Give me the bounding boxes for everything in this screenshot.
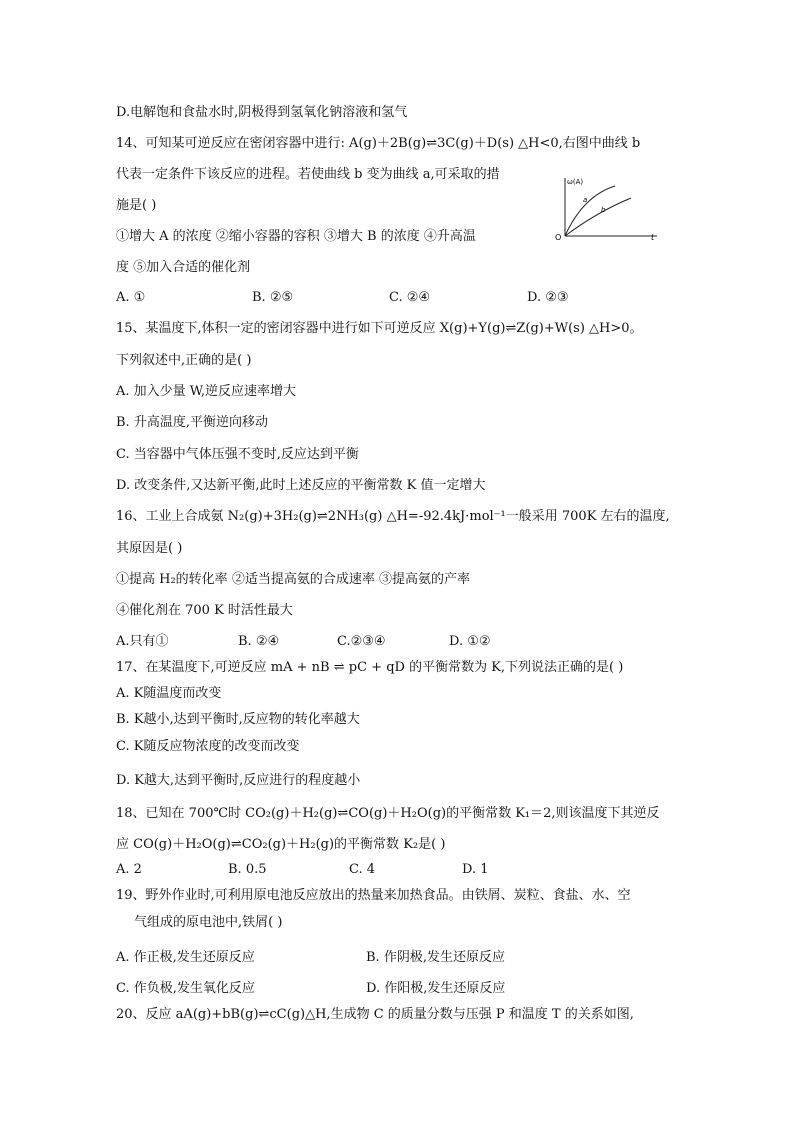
q14-option-b: B. ②⑤ — [252, 290, 294, 305]
q14-choices-2: 度 ⑤加入合适的催化剂 — [116, 260, 251, 275]
q19-stem-2: 气组成的原电池中,铁屑( ) — [134, 915, 283, 930]
q13-option-d: D.电解饱和食盐水时,阴极得到氢氧化钠溶液和氢气 — [116, 105, 408, 120]
q15-option-b: B. 升高温度,平衡逆向移动 — [116, 415, 268, 430]
q19-option-c: C. 作负极,发生氧化反应 — [116, 981, 255, 996]
q18-stem-1: 18、已知在 700℃时 CO₂(g)＋H₂(g)⇌CO(g)＋H₂O(g)的平衡常数 K₁＝2,则该温度下其逆反 — [116, 806, 660, 821]
q19-stem-1: 19、野外作业时,可利用原电池反应放出的热量来加热食品。由铁屑、炭粒、食盐、水、空 — [116, 888, 631, 903]
graph-label-a: a — [583, 196, 588, 204]
q16-choices-2: ④催化剂在 700 K 时活性最大 — [116, 603, 293, 618]
q15-option-d: D. 改变条件,又达新平衡,此时上述反应的平衡常数 K 值一定增大 — [116, 478, 486, 493]
q14-choices-1: ①增大 A 的浓度 ②缩小容器的容积 ③增大 B 的浓度 ④升高温 — [116, 229, 476, 244]
q16-option-a: A.只有① — [116, 634, 169, 649]
q14-stem-3: 施是( ) — [116, 198, 157, 213]
q19-option-b: B. 作阴极,发生还原反应 — [366, 950, 505, 965]
q17-option-b: B. K越小,达到平衡时,反应物的转化率越大 — [116, 712, 360, 727]
q18-option-b: B. 0.5 — [228, 862, 267, 877]
q14-graph — [553, 172, 663, 242]
q14-option-d: D. ②③ — [527, 290, 569, 305]
graph-x-label: t — [651, 233, 655, 242]
q15-stem-2: 下列叙述中,正确的是( ) — [116, 353, 252, 368]
q17-option-d: D. K越大,达到平衡时,反应进行的程度越小 — [116, 773, 361, 788]
q17-option-c: C. K随反应物浓度的改变而改变 — [116, 739, 300, 754]
q14-stem-2: 代表一定条件下该反应的进程。若使曲线 b 变为曲线 a,可采取的措 — [116, 167, 500, 182]
q17-stem: 17、在某温度下,可逆反应 mA + nB ⇌ pC + qD 的平衡常数为 K,下列说法正确的是( ) — [116, 660, 624, 675]
q14-option-c: C. ②④ — [389, 290, 431, 305]
q16-stem-1: 16、工业上合成氨 N₂(g)+3H₂(g)⇌2NH₃(g) △H=-92.4kJ·mol⁻¹一般采用 700K 左右的温度, — [116, 509, 670, 524]
q15-option-c: C. 当容器中气体压强不变时,反应达到平衡 — [116, 447, 359, 462]
q16-option-b: B. ②④ — [238, 634, 280, 649]
graph-label-b: b — [601, 206, 606, 214]
graph-y-label: ω(A) — [567, 178, 584, 186]
q15-stem-1: 15、某温度下,体积一定的密闭容器中进行如下可逆反应 X(g)+Y(g)⇌Z(g)+W(s) △H>0。 — [116, 321, 643, 336]
q16-option-c: C.②③④ — [337, 634, 386, 649]
q18-option-a: A. 2 — [116, 862, 142, 877]
graph-curve-a — [565, 186, 615, 236]
q16-stem-2: 其原因是( ) — [116, 541, 183, 556]
q19-option-d: D. 作阳极,发生还原反应 — [366, 981, 506, 996]
q17-option-a: A. K随温度而改变 — [116, 686, 222, 701]
q14-option-a: A. ① — [116, 290, 146, 305]
q18-stem-2: 应 CO(g)＋H₂O(g)⇌CO₂(g)＋H₂(g)的平衡常数 K₂是( ) — [116, 837, 446, 852]
q16-option-d: D. ①② — [449, 634, 491, 649]
q19-option-a: A. 作正极,发生还原反应 — [116, 950, 255, 965]
q20-stem: 20、反应 aA(g)+bB(g)⇌cC(g)△H,生成物 C 的质量分数与压强 P 和温度 T 的关系如图, — [116, 1007, 634, 1022]
q18-option-c: C. 4 — [349, 862, 376, 877]
q18-option-d: D. 1 — [462, 862, 489, 877]
graph-origin: O — [555, 233, 562, 242]
q16-choices-1: ①提高 H₂的转化率 ②适当提高氨的合成速率 ③提高氨的产率 — [116, 572, 470, 587]
q15-option-a: A. 加入少量 W,逆反应速率增大 — [116, 384, 297, 399]
q14-stem-1: 14、可知某可逆反应在密闭容器中进行: A(g)＋2B(g)⇌3C(g)＋D(s) △H<0,右图中曲线 b — [116, 136, 641, 151]
